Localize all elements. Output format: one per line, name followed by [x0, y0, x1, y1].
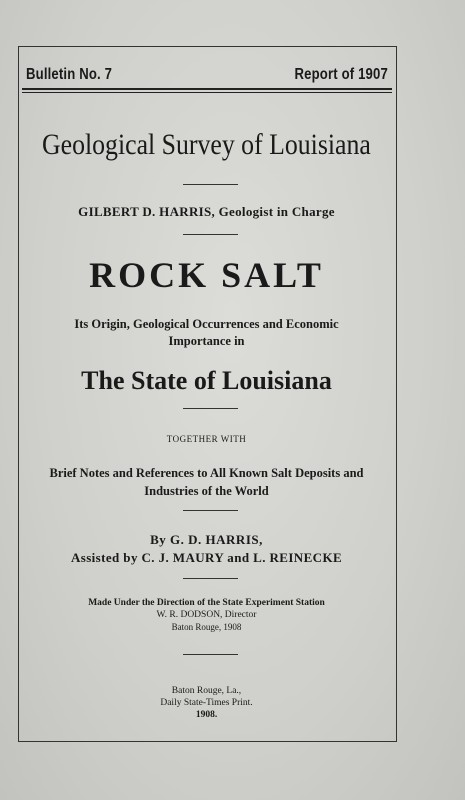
assistants-line: Assisted by C. J. MAURY and L. REINECKE: [70, 550, 343, 565]
imprint-date: Baton Rouge, 1908: [171, 622, 242, 632]
bulletin-number: Bulletin No. 7: [26, 66, 113, 83]
divider-rule: [183, 654, 238, 655]
direction-line: Made Under the Direction of the State Experiment Station: [88, 598, 325, 608]
divider-rule: [183, 184, 238, 185]
subtitle-line-2: Importance in: [168, 334, 245, 348]
divider-rule: [183, 408, 238, 409]
divider-rule: [183, 510, 238, 511]
publication-year: 1908.: [195, 710, 218, 720]
bulletin-header: [22, 60, 392, 90]
brief-notes-line-2: Industries of the World: [144, 484, 269, 498]
author-line: By G. D. HARRIS,: [150, 532, 263, 547]
director-line: W. R. DODSON, Director: [156, 610, 257, 620]
brief-notes-line-1: Brief Notes and References to All Known Salt Deposits and: [49, 466, 364, 480]
survey-title: Geological Survey of Louisiana: [41, 128, 371, 161]
report-year: Report of 1907: [294, 66, 388, 83]
divider-rule: [183, 234, 238, 235]
header-rule-thin: [22, 92, 392, 93]
subtitle-line-1: Its Origin, Geological Occurrences and Economic: [74, 317, 339, 331]
state-title: The State of Louisiana: [81, 366, 332, 395]
publisher-place: Baton Rouge, La.,: [171, 686, 242, 696]
geologist-line: GILBERT D. HARRIS, Geologist in Charge: [78, 204, 335, 219]
publisher-printer: Daily State-Times Print.: [160, 698, 253, 708]
main-title: ROCK SALT: [89, 255, 324, 295]
header-rule-thick: [22, 88, 392, 90]
divider-rule: [183, 578, 238, 579]
together-with: TOGETHER WITH: [166, 434, 247, 444]
